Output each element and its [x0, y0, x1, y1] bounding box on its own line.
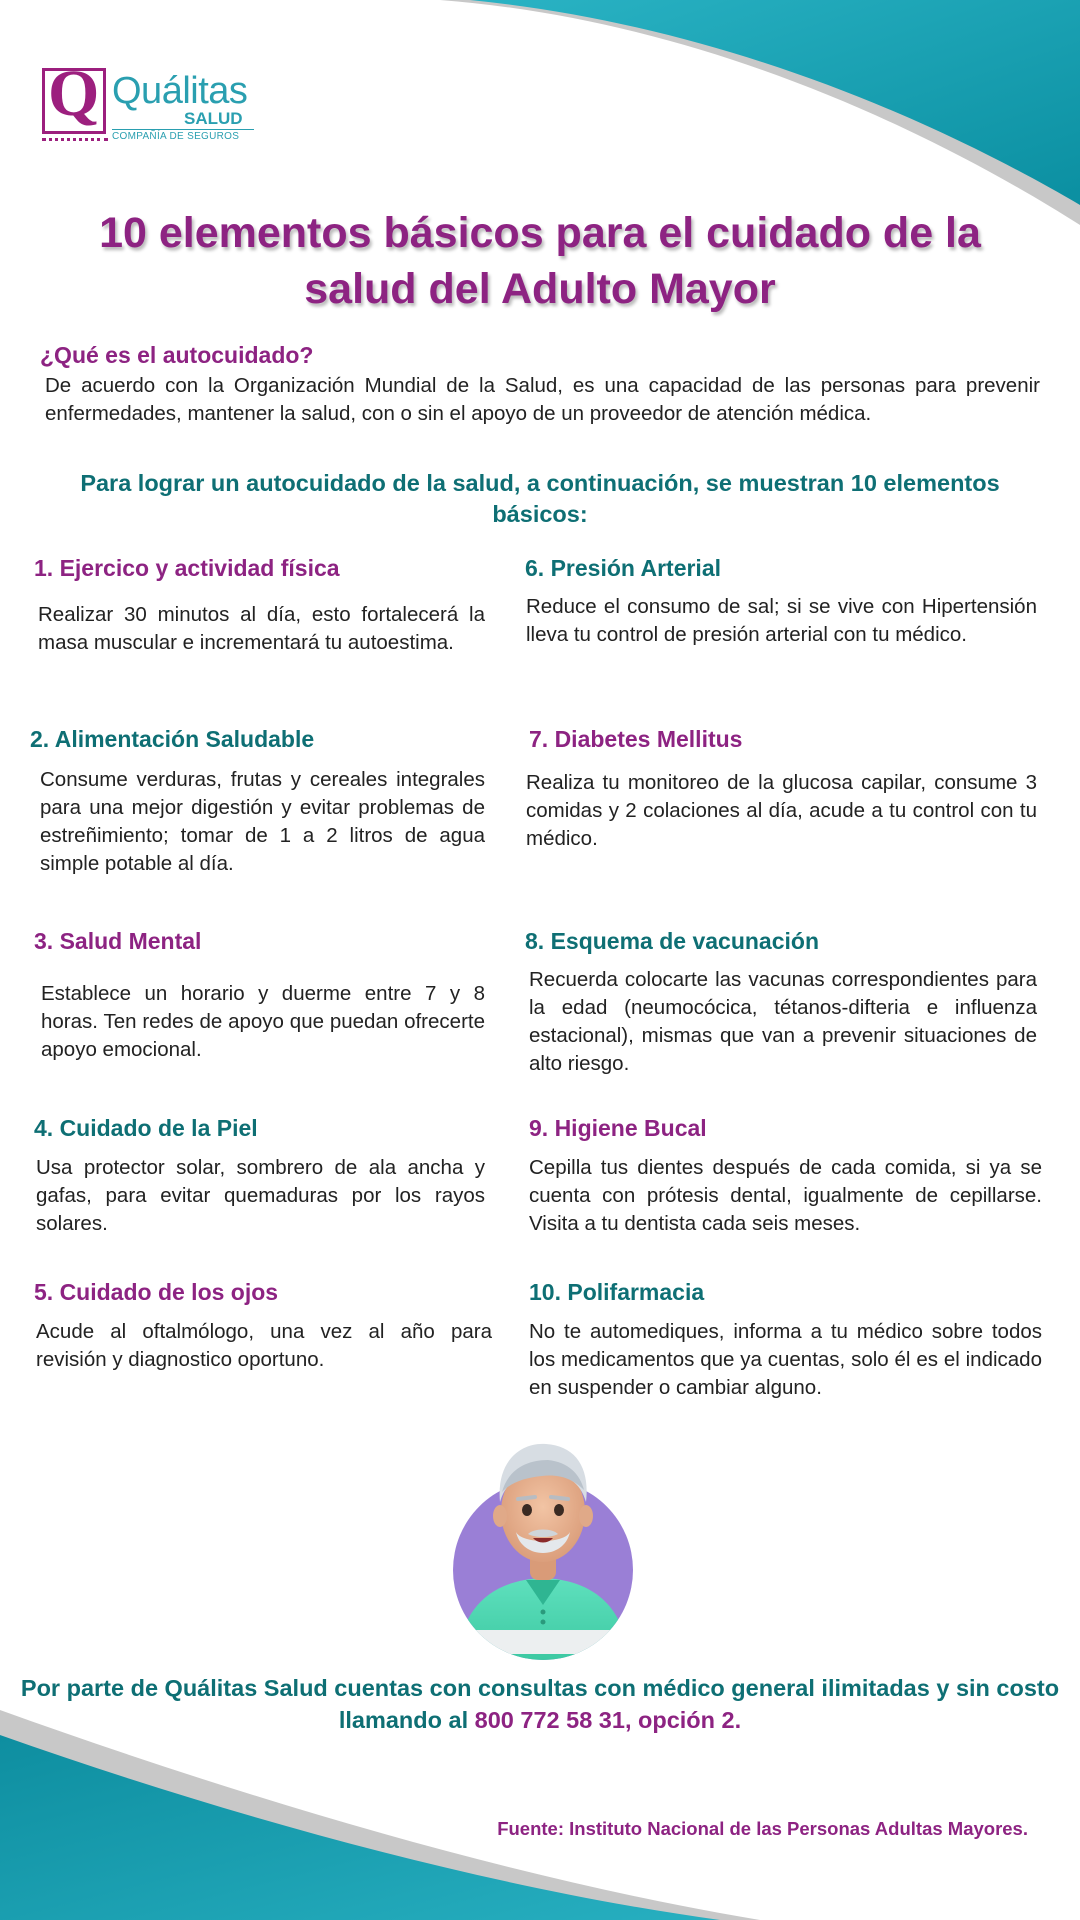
item-6-text: Reduce el consumo de sal; si se vive con Hipertensión lleva tu control de presión arterial con tu médico.	[526, 595, 1037, 646]
source-citation: Fuente: Instituto Nacional de las Personas Adultas Mayores.	[497, 1818, 1028, 1839]
logo-tagline: COMPAÑÍA DE SEGUROS	[112, 131, 240, 142]
phone-number[interactable]: 800 772 58 31, opción 2.	[474, 1707, 742, 1733]
contact-callout: Por parte de Quálitas Salud cuentas con consultas con médico general ilimitadas y sin costo llamando al 800 772 58 31, opción 2.	[20, 1675, 1060, 1733]
logo-division: SALUD	[184, 109, 243, 128]
item-10-heading: 10. Polifarmacia	[529, 1279, 705, 1305]
item-1-heading: 1. Ejercico y actividad física	[34, 555, 340, 581]
item-8-text: Recuerda colocarte las vacunas correspondientes para la edad (neumocócica, tétanos-difteria e influenza estacional), mismas que van a prevenir situaciones de alto riesgo.	[529, 968, 1037, 1075]
item-7-text: Realiza tu monitoreo de la glucosa capilar, consume 3 comidas y 2 colaciones al día, acude a tu control con tu médico.	[526, 771, 1037, 850]
intro-text: De acuerdo con la Organización Mundial de la Salud, es una capacidad de las personas para prevenir enfermedades, mantener la salud, con o sin el apoyo de un proveedor de atención médica.	[45, 374, 1040, 425]
item-10-text: No te automediques, informa a tu médico sobre todos los medicamentos que ya cuentas, solo él es el indicado en suspender o cambiar alguno.	[529, 1320, 1042, 1399]
elderly-man-avatar	[430, 1420, 650, 1660]
logo-name: Quálitas	[112, 70, 248, 112]
item-2-heading: 2. Alimentación Saludable	[30, 726, 315, 752]
top-right-teal-swoosh	[470, 0, 1080, 205]
lead-text: Para lograr un autocuidado de la salud, a continuación, se muestran 10 elementos básicos:	[80, 470, 1000, 527]
item-1-text: Realizar 30 minutos al día, esto fortalecerá la masa muscular e incrementará tu autoestima.	[38, 603, 485, 654]
item-9-text: Cepilla tus dientes después de cada comida, si ya se cuenta con prótesis dental, igualmente de cepillarse. Visita a tu dentista cada seis meses.	[529, 1156, 1042, 1235]
item-8-heading: 8. Esquema de vacunación	[525, 928, 820, 954]
item-5-heading: 5. Cuidado de los ojos	[34, 1279, 279, 1305]
item-3-text: Establece un horario y duerme entre 7 y 8 horas. Ten redes de apoyo que puedan ofrecerte apoyo emocional.	[41, 982, 485, 1061]
item-9-heading: 9. Higiene Bucal	[529, 1115, 707, 1141]
item-6-heading: 6. Presión Arterial	[525, 555, 722, 581]
item-5-text: Acude al oftalmólogo, una vez al año para revisión y diagnostico oportuno.	[36, 1320, 492, 1371]
page-title: 10 elementos básicos para el cuidado de la salud del Adulto Mayor	[99, 209, 981, 313]
item-2-text: Consume verduras, frutas y cereales integrales para una mejor digestión y evitar problemas de estreñimiento; tomar de 1 a 2 litros de agua simple potable al día.	[40, 768, 485, 875]
qualitas-salud-logo	[42, 57, 262, 148]
item-4-text: Usa protector solar, sombrero de ala ancha y gafas, para evitar quemaduras por los rayos solares.	[36, 1156, 485, 1235]
item-3-heading: 3. Salud Mental	[34, 928, 202, 954]
intro-heading: ¿Qué es el autocuidado?	[40, 342, 314, 368]
item-4-heading: 4. Cuidado de la Piel	[34, 1115, 258, 1141]
logo-q-mark: Q	[42, 68, 106, 134]
item-7-heading: 7. Diabetes Mellitus	[529, 726, 743, 752]
